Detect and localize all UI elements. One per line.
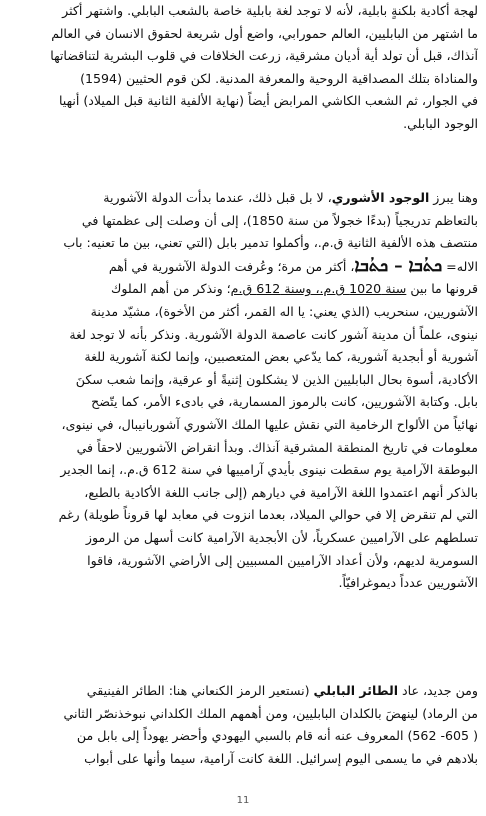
text-line: لهجة أكادية بلكنةٍ بابلية، لأنه لا توجد لغة بابلية خاصة بالشعب البابلي. واشتهر أكثر: [62, 3, 478, 18]
text-line: بابل. وكتابة الآشوريين، كانت بالرموز المسمارية، في بادىء الأمر، كما يتّضح: [91, 394, 478, 410]
text-line: بالتعاظم تدريجياً (بدءًا خجولاً من سنة 1850)، إلى أن وصلت إلى عظمتها في: [81, 212, 478, 228]
line-text: ، أكثر من مرة؛ وعُرفت الدولة الآشورية في أهم: [108, 258, 355, 274]
line-text: قرونها ما بين: [406, 281, 478, 297]
text-line: التي لم تنقرض إلا في حوالي الميلاد، بعدما انزوت في معابد لها قروناً طويلة) رغم: [58, 507, 478, 523]
underlined-dates: سنة 1020 ق.م.، وسنة 612 ق.م: [230, 281, 407, 297]
line-text: وهنا يبرز: [429, 190, 478, 205]
line-text: ؛ ونذكر من أهم الملوك: [110, 281, 231, 297]
text-line: الآشوريين عدداً ديموغرافيّاً.: [338, 575, 478, 591]
text-line: [8, 187, 478, 210]
text-line: [8, 680, 478, 703]
text-line: منتصف هذه الألفية الثانية ق.م.، وأكملوا تدمير بابل (التي تعني، بين ما تعنيه: باب: [63, 235, 478, 251]
text-line: من الرماد) لينهضَ بالكلدان البابليين، ومن أهمهم الملك الكلداني نبوخذنصّر الثاني: [63, 705, 478, 721]
page-number: 11: [236, 795, 250, 806]
text-line: والمناداة بتلك المصداقية الروحية والمعرفة المدنية. لكن قوم الحثيين (1594): [80, 70, 478, 86]
text-line: في الجوار، ثم الشعب الكاشي المرابض أيضاً (نهاية الألفية الثانية قبل الميلاد) أنهيا: [58, 93, 478, 109]
text-line: [8, 255, 478, 279]
text-line: آشورية أو أبجدية آشورية، كما يدّعي بعض المتعصبين، وإنما لكنة آشورية للغة: [84, 349, 478, 365]
line-text: الاله=: [442, 258, 478, 274]
line-text: (نستعير الرمز الكنعاني هنا: الطائر الفينيقي: [86, 683, 314, 698]
paragraph-assyrian-presence: [8, 187, 478, 595]
text-line: آنذاك، قبل أن تولد أية أديان مشرقية، زرعت الخلافات في قلوب البشرية لتناقضاتها: [50, 48, 478, 64]
text-line: تسلطهم على الآراميين عسكرياً، لأن الأبجدية الآرامية كانت أسهل من الرموز: [85, 529, 478, 545]
syriac-script: ܟܬܳܒܐ – ܟܬܳܒܐ: [354, 255, 443, 276]
text-line: بالذكر أنهم اعتمدوا اللغة الآرامية في ديارهم (إلى جانب اللغة الأكادية بالطبع،: [84, 484, 478, 500]
text-line: السومرية لديهم، ولأن أعداد الآراميين المسبيين إلى الأراضي الآشورية، فاقوا: [87, 552, 478, 568]
bold-term-babylonian-bird: الطائر البابلي: [313, 683, 399, 698]
text-line: ( 605- 562) المعروف عنه أنه قام بالسبي اليهودي وأحضر يهوداً إلى بابل من: [76, 728, 478, 744]
text-line: نينوى، علماً أن مدينة آشور كانت عاصمة الدولة الآشورية. ونذكر بأنه لا توجد لغة: [69, 326, 478, 342]
text-line: الأكادية، أسوة بحال البابليين الذين لا يشكلون إثنيةً أو عرقية، وإنما شعب سكنَ: [75, 371, 478, 387]
bold-term-assyrian-presence: الوجود الأشوري: [331, 190, 430, 205]
text-line: نهائياً من الألواح الرخامية التي نقش عليها الملك الآشوري آشوربانيبال، في نينوى،: [61, 416, 478, 432]
text-line: الآشوريين، سنحريب (الذي يعني: يا اله القمر، أكثر من الأخوة)، مشيّد مدينة: [90, 303, 478, 319]
text-line: بلادهم في ما يسمى اليوم إسرائيل. اللغة كانت آرامية، سيما وأنها على أبواب: [84, 750, 478, 766]
text-line: البوطقة الآرامية يوم سقطت نينوى بأيدي آرامييها في سنة 612 ق.م.، إنما الجدير: [60, 462, 478, 478]
text-line: معلومات في تاريخ المنطقة المشرقية آنذاك. وبدأ انقراض الآشوريين لاحقاً في: [76, 439, 478, 455]
line-text: ومن جديد، عاد: [398, 683, 478, 698]
text-line: [8, 278, 478, 301]
text-line: الوجود البابلي.: [403, 115, 478, 131]
paragraph-babylonian-dialect: [8, 0, 478, 136]
text-line: ما اشتهر من البابليين، العالم حمورابي، واضع أول شريعة لحقوق الانسان في العالم: [51, 25, 478, 41]
paragraph-babylonian-bird: [8, 680, 478, 770]
line-text: ، لا بل قبل ذلك، عندما بدأت الدولة الآشورية: [103, 190, 332, 205]
